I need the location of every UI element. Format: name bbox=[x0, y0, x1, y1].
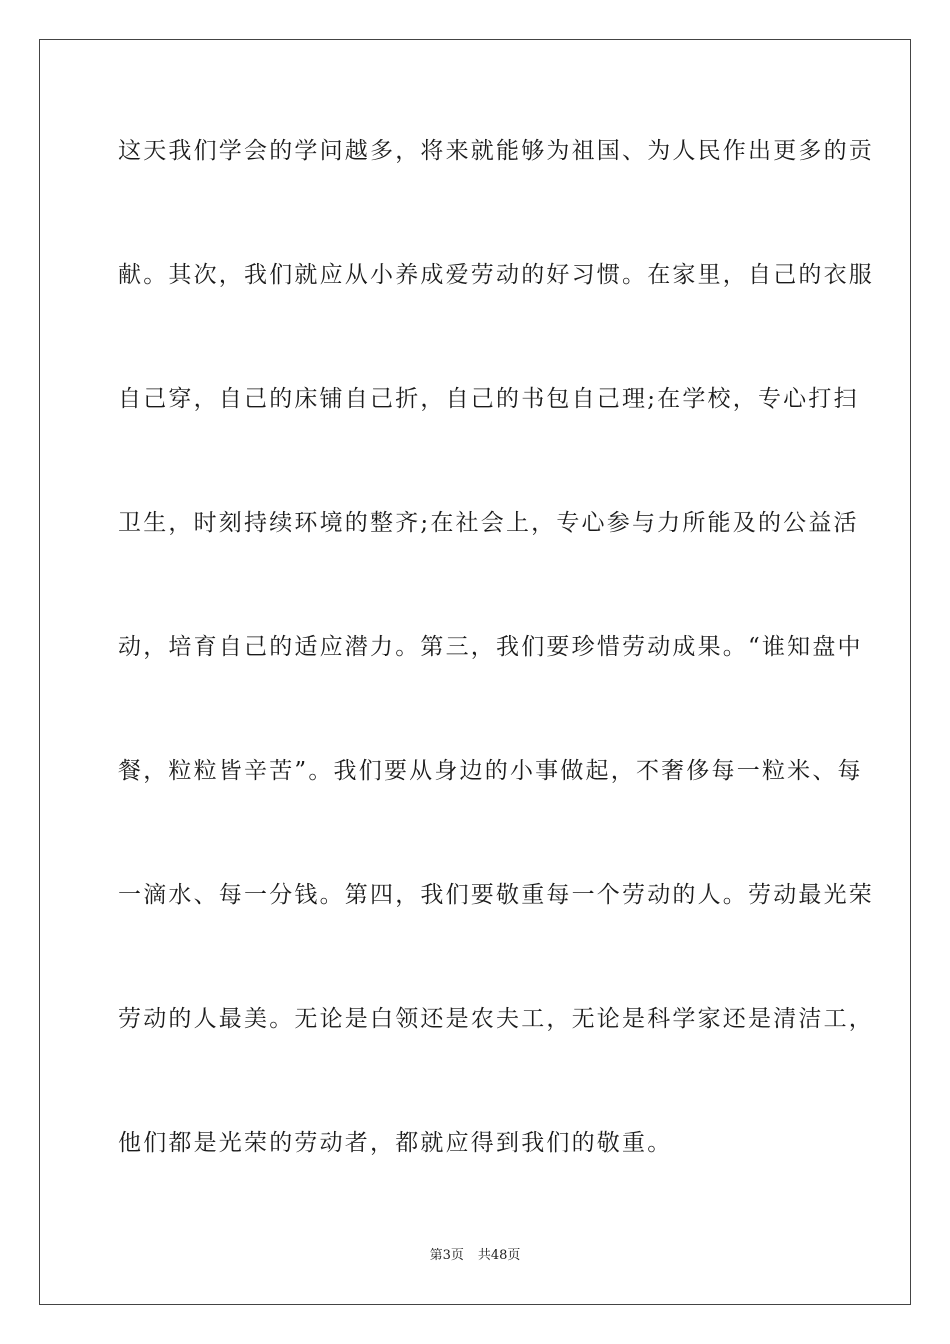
text-line: 一滴水、每一分钱。第四，我们要敬重每一个劳动的人。劳动最光荣 bbox=[118, 882, 874, 908]
page-frame bbox=[39, 39, 911, 1305]
text-line: 动，培育自己的适应潜力。第三，我们要珍惜劳动成果。“谁知盘中 bbox=[118, 634, 863, 660]
text-line: 餐，粒粒皆辛苦”。我们要从身边的小事做起，不奢侈每一粒米、每 bbox=[118, 758, 863, 784]
page-footer bbox=[0, 1247, 950, 1265]
text-line: 卫生，时刻持续环境的整齐;在社会上，专心参与力所能及的公益活 bbox=[118, 510, 859, 536]
text-line: 劳动的人最美。无论是白领还是农夫工，无论是科学家还是清洁工， bbox=[118, 1006, 874, 1032]
text-line: 献。其次，我们就应从小养成爱劳动的好习惯。在家里，自己的衣服 bbox=[118, 262, 874, 288]
text-line: 这天我们学会的学问越多，将来就能够为祖国、为人民作出更多的贡 bbox=[118, 138, 874, 164]
text-line: 他们都是光荣的劳动者，都就应得到我们的敬重。 bbox=[118, 1130, 673, 1156]
page-total: 共48页 bbox=[477, 1248, 521, 1263]
page-number: 第3页 bbox=[429, 1248, 464, 1263]
text-line: 自己穿，自己的床铺自己折，自己的书包自己理;在学校，专心打扫 bbox=[118, 386, 859, 412]
